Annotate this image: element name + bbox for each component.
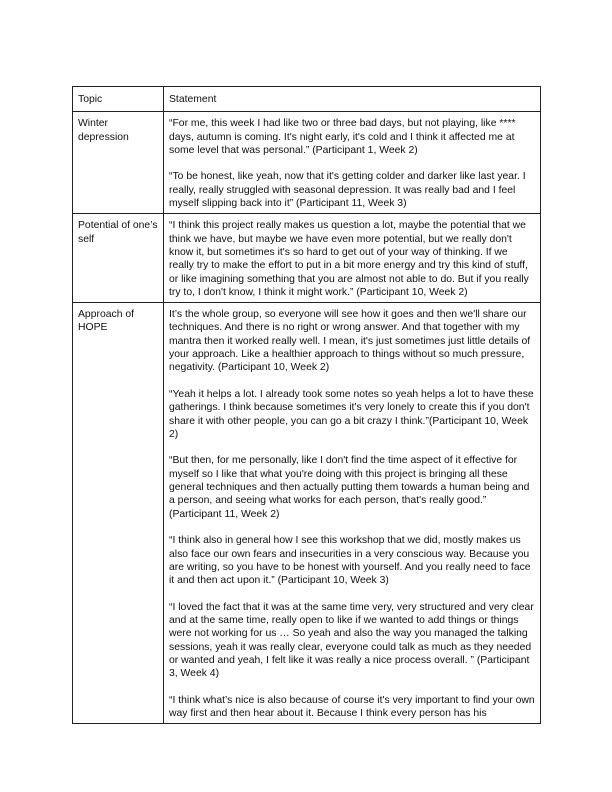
- quote: “But then, for me personally, like I don't find the time aspect of it effective for myself so I like that what you're doing with this project is bringing all these general techniques and then actually putting them towards a human being and a person, and seeing what works for each person, that's really good.” (Participant 11, Week 2): [169, 455, 530, 520]
- topic-cell: Approach of HOPE: [73, 303, 164, 724]
- quote: “Yeah it helps a lot. I already took some notes so yeah helps a lot to have these gatherings. I think because sometimes it’s very lonely to create this if you don't share it with other people, you can go a bit crazy I think.”(Participant 10, Week 2): [169, 388, 534, 440]
- header-topic: Topic: [73, 87, 164, 112]
- table-row: [73, 303, 541, 724]
- quote: “I think also in general how I see this workshop that we did, mostly makes us also face our own fears and insecurities in a very conscious way. Because you are writing, so you have to be honest with yourself. And you really need to face it and then act upon it.” (Participant 10, Week 3): [169, 535, 531, 587]
- header-statement: Statement: [164, 87, 541, 112]
- quote: “I think this project really makes us question a lot, maybe the potential that we think we have, but maybe we have even more potential, but we really don't know it, but sometimes it's so hard to get out of your way of thinking. If we really try to make the effort to put in a bit more energy and try this kind of stuff, or like imagining something that you are almost not able to do. But if you really try to, I don't know, I think it might work.” (Participant 10, Week 2): [169, 220, 529, 298]
- statement-cell: [164, 303, 541, 724]
- quotes-table: [72, 86, 541, 724]
- quote: “I loved the fact that it was at the same time very, very structured and very clear and at the same time, really open to like if we wanted to add things or things were not working for us … So yeah and also the way you managed the talking sessions, yeah it was really clear, everyone could talk as much as they needed or wanted and yeah, I felt like it was really a nice process overall. ” (Participant 3, Week 4): [169, 601, 534, 680]
- table-row: [73, 214, 541, 303]
- table-header-row: [73, 87, 541, 112]
- quote: “To be honest, like yeah, now that it's getting colder and darker like last year. I really, really struggled with seasonal depression. It was really bad and I feel myself slipping back into it” (Participant 11, Week 3): [169, 171, 526, 210]
- statement-cell: [164, 214, 541, 303]
- quote: “For me, this week I had like two or three bad days, but not playing, like **** days, autumn is coming. It's night early, it's cold and I think it affected me at some level that was personal.” (Participant 1, Week 2): [169, 118, 516, 156]
- quote: It’s the whole group, so everyone will see how it goes and then we'll share our techniques. And there is no right or wrong answer. And that together with my mantra then it worked really well. I mean, it's just sometimes just little details of your approach. Like a healthier approach to things without so much pressure, negativity. (Participant 10, Week 2): [169, 309, 531, 374]
- statement-cell: [164, 112, 541, 214]
- topic-cell: Potential of one’s self: [73, 214, 164, 303]
- quote: “I think what’s nice is also because of course it's very important to find your own way first and then hear about it. Because I think every person has his: [169, 694, 535, 720]
- topic-cell: Winter depression: [73, 112, 164, 214]
- table-row: [73, 112, 541, 214]
